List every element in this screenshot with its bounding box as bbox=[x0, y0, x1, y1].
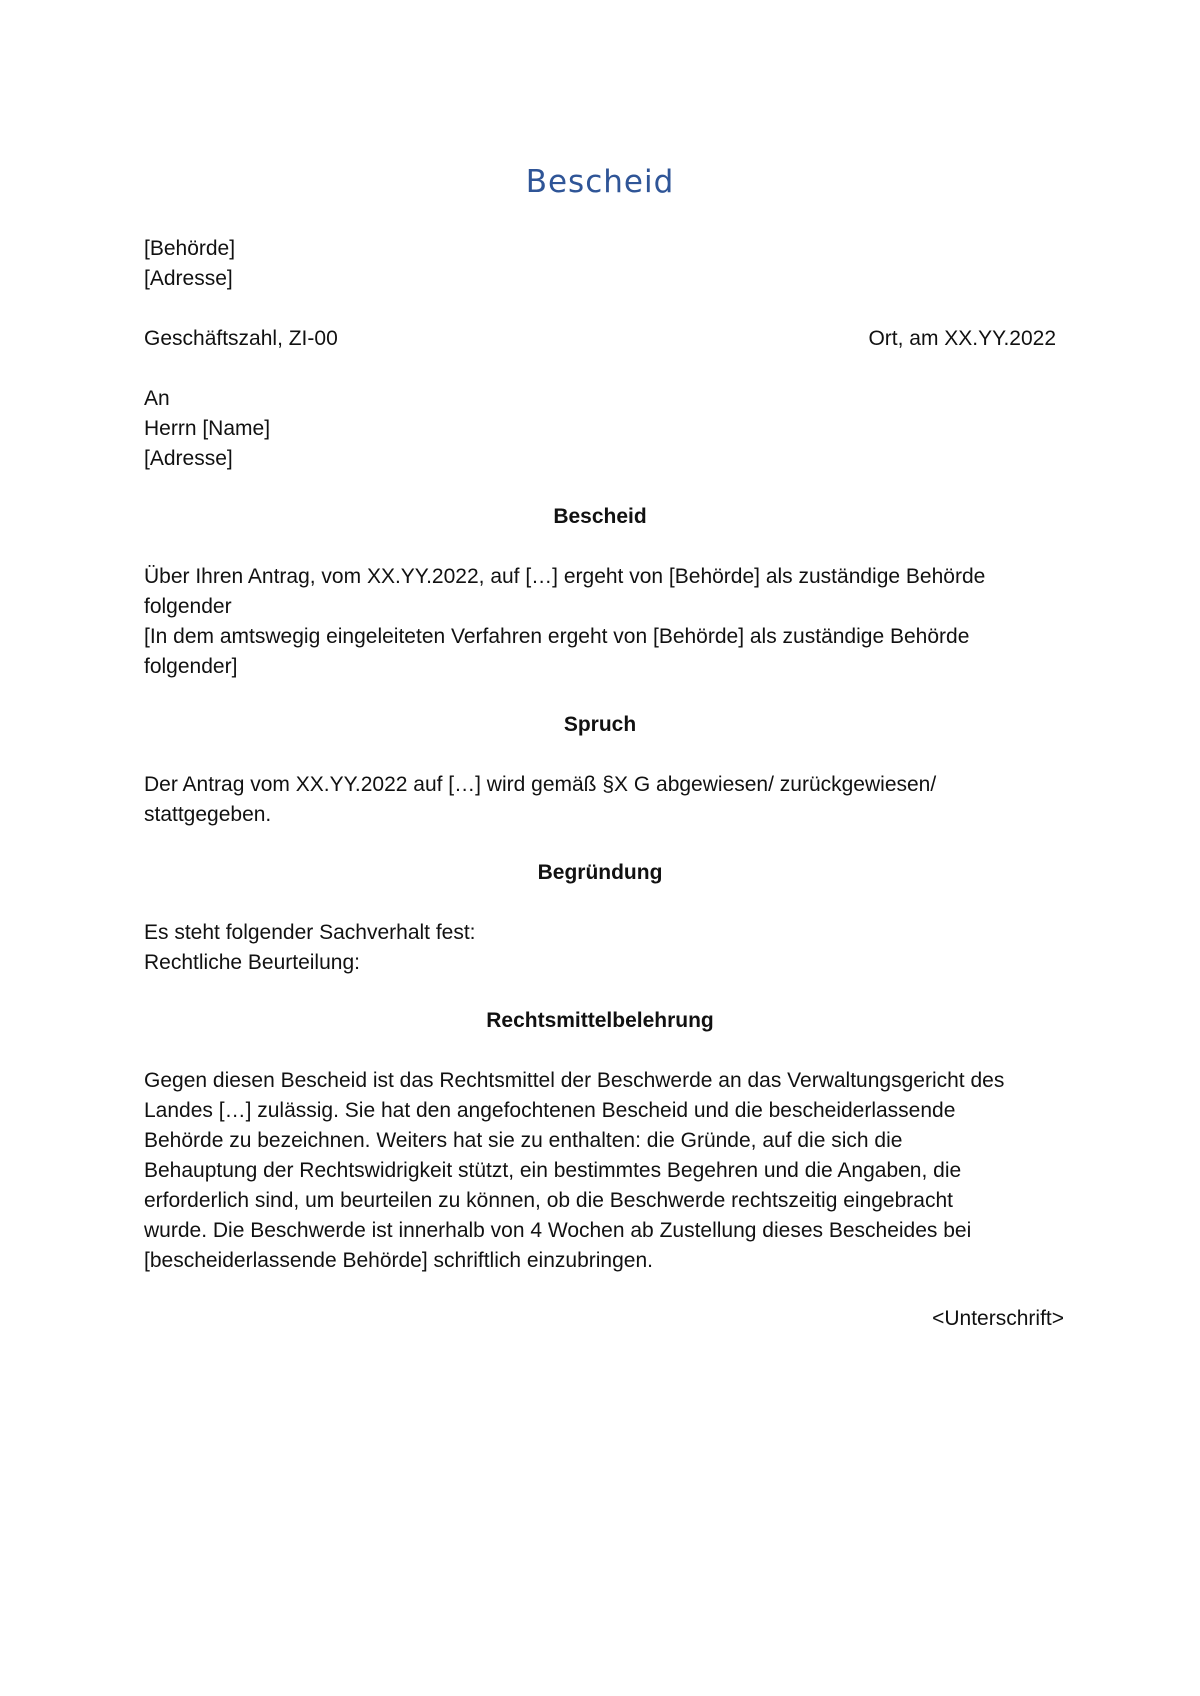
recipient-block bbox=[144, 384, 1056, 474]
paragraph-line: Behauptung der Rechtswidrigkeit stützt, ein bestimmtes Begehren und die Angaben, die bbox=[144, 1159, 962, 1182]
heading-spruch: Spruch bbox=[563, 713, 637, 736]
paragraph-begruendung bbox=[144, 918, 1056, 978]
recipient-name: Herrn [Name] bbox=[144, 417, 271, 440]
recipient-address: [Adresse] bbox=[144, 447, 233, 470]
paragraph-bescheid bbox=[144, 562, 1056, 682]
paragraph-line: Behörde zu bezeichnen. Weiters hat sie zu enthalten: die Gründe, auf die sich die bbox=[144, 1129, 903, 1152]
paragraph-line: Über Ihren Antrag, vom XX.YY.2022, auf […] ergeht von [Behörde] als zuständige Behörde bbox=[144, 565, 986, 588]
paragraph-line: folgender bbox=[144, 595, 232, 618]
signature-placeholder: <Unterschrift> bbox=[932, 1307, 1064, 1330]
paragraph-line: Gegen diesen Bescheid ist das Rechtsmittel der Beschwerde an das Verwaltungsgericht des bbox=[144, 1069, 1005, 1092]
paragraph-line: Landes […] zulässig. Sie hat den angefochtenen Bescheid und die bescheiderlassende bbox=[144, 1099, 956, 1122]
sender-address: [Adresse] bbox=[144, 267, 233, 290]
paragraph-line: Es steht folgender Sachverhalt fest: bbox=[144, 921, 476, 944]
paragraph-line: Der Antrag vom XX.YY.2022 auf […] wird gemäß §X G abgewiesen/ zurückgewiesen/ bbox=[144, 773, 937, 796]
paragraph-line: [In dem amtswegig eingeleiteten Verfahren ergeht von [Behörde] als zuständige Behörde bbox=[144, 625, 970, 648]
place-date: Ort, am XX.YY.2022 bbox=[868, 327, 1056, 350]
reference-row bbox=[144, 324, 1056, 354]
paragraph-line: folgender] bbox=[144, 655, 238, 678]
sender-block bbox=[144, 234, 1056, 294]
sender-authority: [Behörde] bbox=[144, 237, 236, 260]
paragraph-line: stattgegeben. bbox=[144, 803, 272, 826]
paragraph-line: Rechtliche Beurteilung: bbox=[144, 951, 360, 974]
heading-bescheid: Bescheid bbox=[553, 505, 647, 528]
document-title: Bescheid bbox=[525, 164, 675, 200]
paragraph-line: [bescheiderlassende Behörde] schriftlich einzubringen. bbox=[144, 1249, 653, 1272]
heading-begruendung: Begründung bbox=[537, 861, 663, 884]
heading-rechtsmittelbelehrung: Rechtsmittelbelehrung bbox=[486, 1009, 714, 1032]
paragraph-rechtsmittelbelehrung bbox=[144, 1066, 1056, 1276]
paragraph-line: erforderlich sind, um beurteilen zu können, ob die Beschwerde rechtszeitig eingebracht bbox=[144, 1189, 953, 1212]
recipient-salutation: An bbox=[144, 387, 170, 410]
paragraph-spruch bbox=[144, 770, 1056, 830]
paragraph-line: wurde. Die Beschwerde ist innerhalb von 4 Wochen ab Zustellung dieses Bescheides bei bbox=[144, 1219, 972, 1242]
reference-number: Geschäftszahl, ZI-00 bbox=[144, 327, 338, 350]
